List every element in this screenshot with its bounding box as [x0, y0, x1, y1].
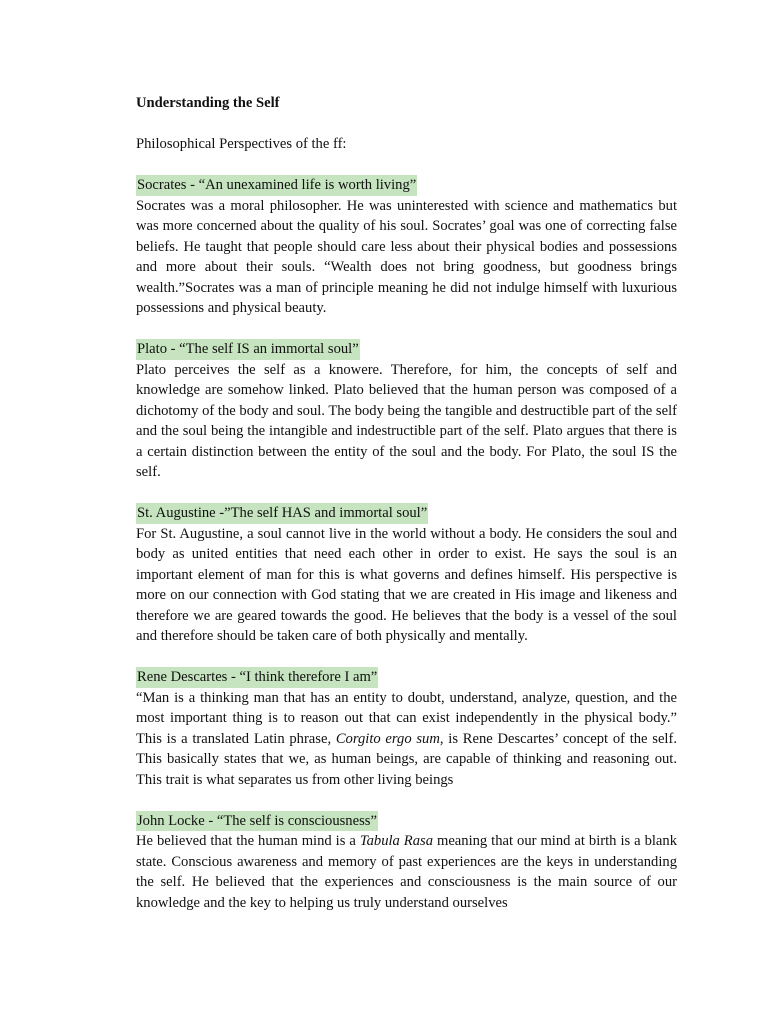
section-heading-locke: John Locke - “The self is consciousness”	[136, 811, 378, 832]
section-heading-plato: Plato - “The self IS an immortal soul”	[136, 339, 360, 360]
section-augustine	[136, 503, 677, 647]
latin-phrase: Corgito ergo sum	[335, 730, 440, 747]
body-text-part: He believed that the human mind is a	[136, 833, 360, 849]
body-text-part: , is Rene Descartes’ concept of the self. This basically states that we, as human beings, are capable of thinking and reasoning out. This trait is what separates us from other living beings	[136, 730, 677, 788]
body-text-part: meaning that our mind at birth is a blank state. Conscious awareness and memory of past experiences are the keys in understanding the self. He believed that the experiences and consciousness is the main source of our knowledge and the key to helping us truly understand ourselves	[136, 833, 678, 911]
section-heading-descartes: Rene Descartes - “I think therefore I am”	[136, 667, 378, 688]
section-body-locke	[136, 831, 677, 913]
latin-phrase: Tabula Rasa	[359, 833, 433, 849]
section-descartes	[136, 667, 677, 790]
section-heading-augustine: St. Augustine -”The self HAS and immortal soul”	[136, 503, 428, 524]
section-body-descartes	[136, 688, 677, 791]
section-body-socrates: Socrates was a moral philosopher. He was uninterested with science and mathematics but was more concerned about the quality of his soul. Socrates’ goal was one of correcting false beliefs. He taught that people should care less about their physical bodies and possessions and more about their souls. “Wealth does not bring goodness, but goodness brings wealth.”Socrates was a man of principle meaning he did not indulge himself with luxurious possessions and physical beauty.	[136, 197, 677, 316]
document-subtitle: Philosophical Perspectives of the ff:	[136, 136, 347, 152]
section-plato	[136, 339, 677, 483]
section-heading-socrates: Socrates - “An unexamined life is worth living”	[136, 175, 417, 196]
body-text-part: “Man is a thinking man that has an entity to doubt, understand, analyze, question, and the most important thing is to reason out that can exist independently in the physical body.” This is a translated Latin phrase,	[136, 689, 677, 747]
section-body-plato: Plato perceives the self as a knowere. Therefore, for him, the concepts of self and knowledge are somehow linked. Plato believed that the human person was composed of a dichotomy of the body and soul. The body being the tangible and destructible part of the self and the soul being the intangible and indestructible part of the self. Plato argues that there is a certain distinction between the entity of the soul and the body. For Plato, the soul IS the self.	[136, 361, 677, 480]
section-body-augustine: For St. Augustine, a soul cannot live in the world without a body. He considers the soul and body as united entities that need each other in order to exist. He says the soul is an important element of man for this is what governs and defines himself. His perspective is more on our connection with God stating that we are created in His image and likeness and therefore we are geared towards the good. He believes that the body is a vessel of the soul and therefore should be taken care of both physically and mentally.	[136, 525, 677, 644]
document-title: Understanding the Self	[136, 95, 280, 111]
section-socrates	[136, 175, 677, 319]
document-page	[136, 93, 677, 934]
section-locke	[136, 811, 677, 914]
